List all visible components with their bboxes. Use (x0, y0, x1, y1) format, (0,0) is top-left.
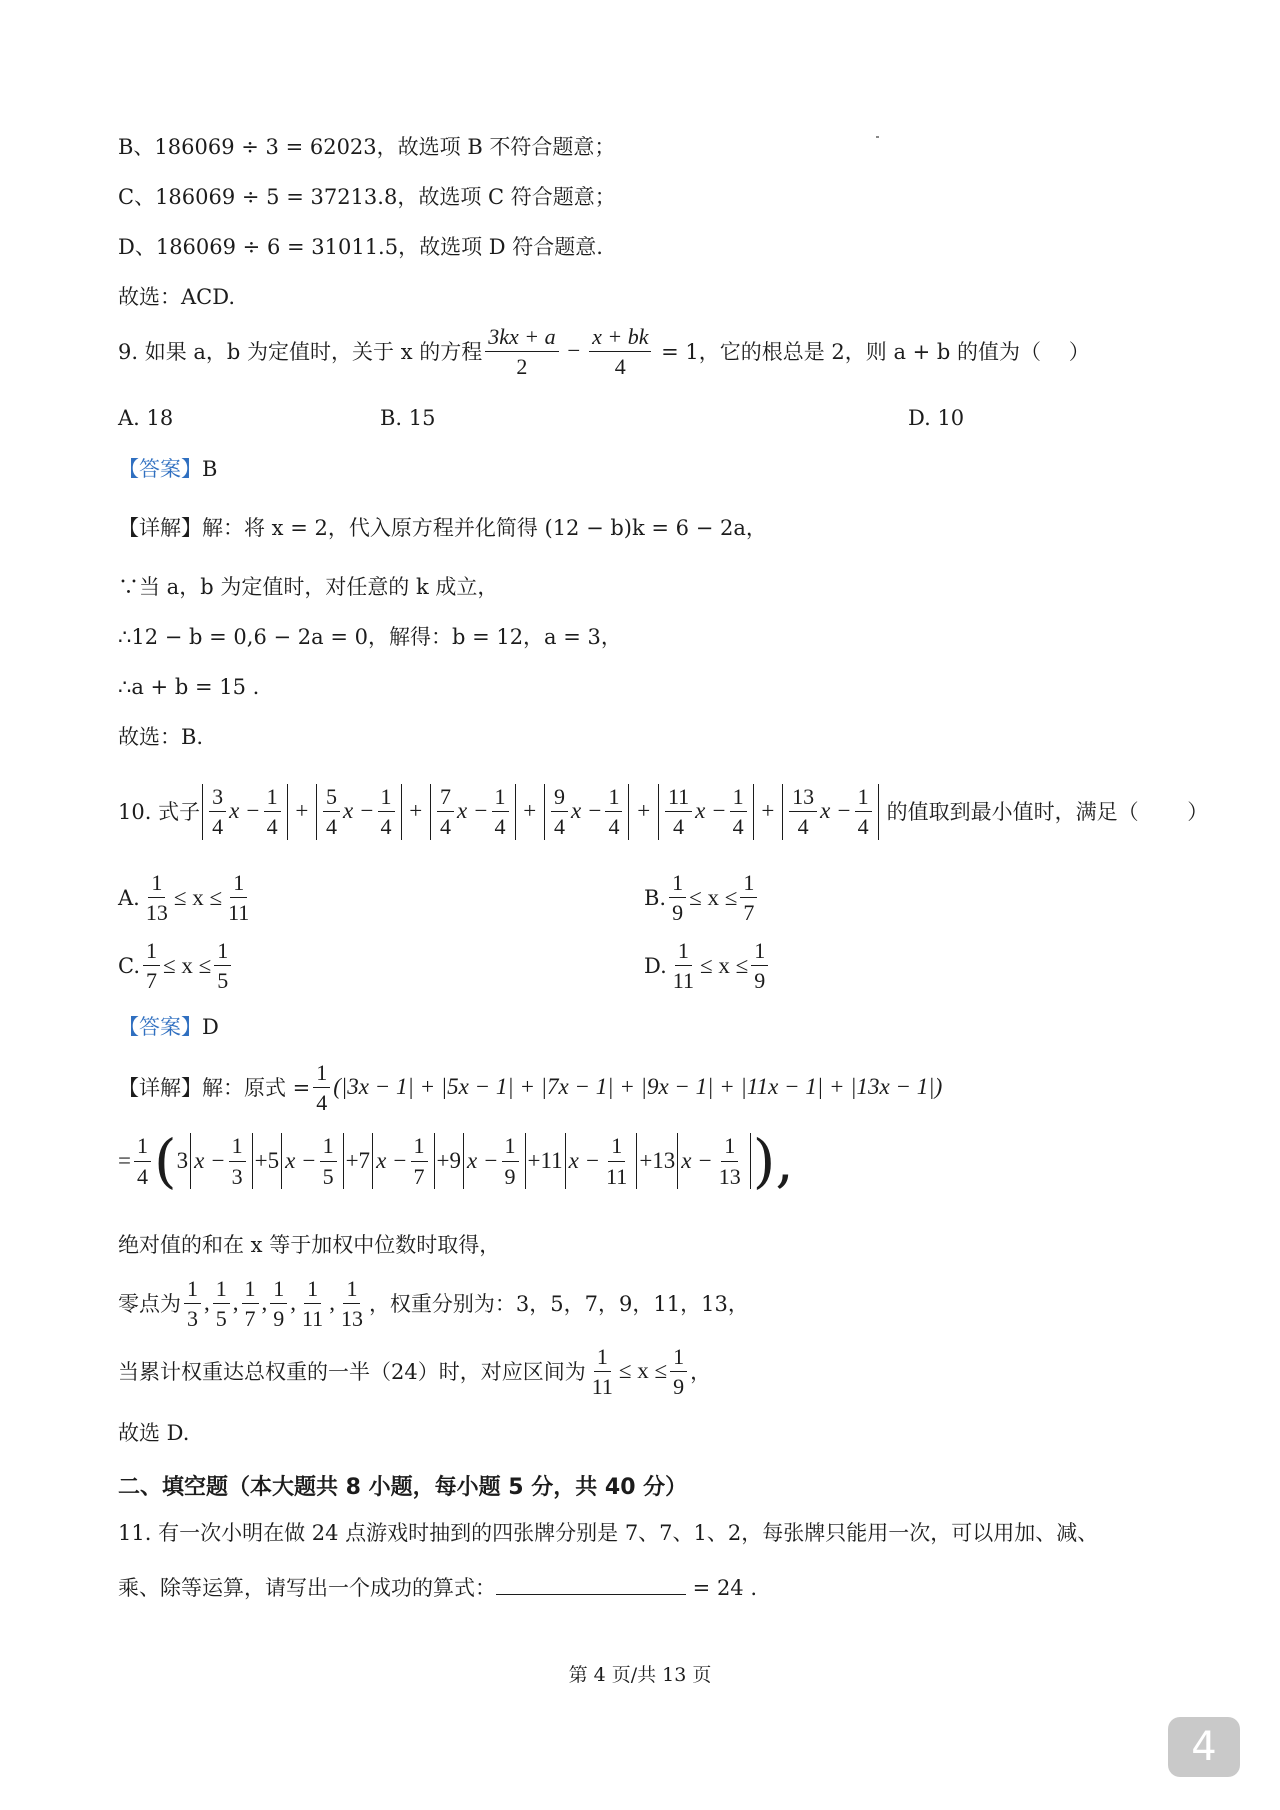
q9-detail-text-1: 解：将 x = 2，代入原方程并化简得 (12 − b)k = 6 − 2a， (202, 516, 767, 540)
comma: , (290, 1290, 296, 1316)
num: 1 (134, 1133, 151, 1161)
plus-sign: + (517, 798, 542, 824)
q10-zeros-list (181, 1276, 369, 1332)
abs-term (544, 784, 629, 840)
zero-fraction (502, 1133, 519, 1189)
comma: , (204, 1290, 210, 1316)
q10-quarter (313, 1060, 330, 1116)
weight-coef: 3 (176, 1147, 189, 1173)
denominator: 4 (857, 814, 869, 840)
numerator: 1 (343, 1276, 360, 1304)
num: 1 (143, 938, 160, 966)
comma: , (329, 1290, 335, 1316)
denominator: 4 (266, 814, 278, 840)
abs-term (463, 1133, 525, 1189)
denominator: 5 (215, 1306, 227, 1332)
q10-option-d-lower (670, 938, 697, 994)
const-fraction (730, 784, 747, 840)
term-mid: x − (229, 798, 261, 824)
q9-frac2-denominator: 4 (614, 354, 626, 380)
numerator: 1 (855, 784, 872, 812)
weight-coef: +11 (527, 1147, 563, 1173)
num: 1 (751, 938, 768, 966)
q10-abs-sum: (|3x − 1| + |5x − 1| + |7x − 1| + |9x − 1| + |11x − 1| + |13x − 1|) (333, 1074, 943, 1100)
q10-detail-line-2 (118, 1127, 794, 1195)
q9-detail-line-4: ∴a + b = 15 . (118, 675, 260, 699)
numerator: 1 (184, 1276, 201, 1304)
const-fraction (264, 784, 281, 840)
abs-term (782, 784, 878, 840)
zero-point (184, 1276, 201, 1332)
den: 9 (673, 1374, 685, 1400)
zero-point (213, 1276, 230, 1332)
numerator: 1 (270, 1276, 287, 1304)
abs-term (190, 1133, 252, 1189)
q10-detail-line-1 (118, 1060, 942, 1116)
numerator: 1 (492, 784, 509, 812)
den: 4 (316, 1090, 328, 1116)
q10-interval-line (118, 1344, 711, 1400)
term-mid: x − (467, 1147, 499, 1173)
scan-speck (876, 136, 879, 138)
den: 4 (136, 1163, 148, 1189)
q10-option-d-label: D. (644, 953, 667, 978)
q8-choice: 故选：ACD. (118, 285, 235, 309)
term-mid: x − (820, 798, 852, 824)
q9-fraction-2 (589, 324, 651, 380)
den: 9 (754, 968, 766, 994)
zero-fraction (716, 1133, 744, 1189)
num: 1 (148, 870, 165, 898)
detail-tag: 【详解】 (118, 1075, 202, 1100)
weight-coef: +13 (639, 1147, 676, 1173)
q10-option-b-upper (740, 870, 757, 926)
q10-ineq: ≤ x ≤ (163, 952, 212, 978)
numerator: 5 (323, 784, 340, 812)
q10-interval-ineq: ≤ x ≤ (618, 1358, 668, 1384)
denominator: 4 (608, 814, 620, 840)
q9-question-post: = 1，它的根总是 2，则 a + b 的值为（ ） (654, 339, 1090, 364)
zero-fraction (229, 1133, 246, 1189)
q10-expression (200, 784, 881, 840)
denominator: 5 (322, 1163, 334, 1189)
q8-option-d-explanation: D、186069 ÷ 6 = 31011.5，故选项 D 符合题意. (118, 235, 603, 259)
q9-question (118, 324, 1090, 380)
den: 11 (228, 900, 250, 926)
const-fraction (378, 784, 395, 840)
zero-fraction (411, 1133, 428, 1189)
numerator: 1 (378, 784, 395, 812)
term-mid: x − (568, 1147, 601, 1173)
denominator: 7 (413, 1163, 425, 1189)
denominator: 4 (553, 814, 565, 840)
zero-point (270, 1276, 287, 1332)
coef-fraction (437, 784, 454, 840)
page-footer: 第 4 页/共 13 页 (568, 1664, 712, 1686)
term-mid: x − (681, 1147, 713, 1173)
numerator: 11 (665, 784, 692, 812)
q10-option-a-upper (225, 870, 252, 926)
q10-option-d (644, 938, 771, 994)
num: 1 (230, 870, 247, 898)
q10-interval-post: ， (690, 1359, 712, 1384)
coef-fraction (323, 784, 340, 840)
q10-question-pre: 10. 式子 (118, 799, 201, 824)
q10-zeros-line (118, 1276, 749, 1332)
q10-ineq: ≤ x ≤ (699, 952, 749, 978)
q10-option-a-label: A. (118, 885, 140, 910)
numerator: 1 (608, 1133, 625, 1161)
q10-ineq: ≤ x ≤ (689, 884, 738, 910)
q10-answer-value: D (202, 1015, 219, 1039)
term-mid: x − (457, 798, 489, 824)
numerator: 1 (605, 784, 622, 812)
num: 1 (669, 870, 686, 898)
q10-option-b (644, 870, 760, 926)
denominator: 13 (340, 1306, 363, 1332)
q10-question-post: 的值取到最小值时，满足（ ） (886, 799, 1209, 824)
numerator: 1 (721, 1133, 738, 1161)
num: 1 (594, 1344, 611, 1372)
denominator: 4 (326, 814, 338, 840)
q9-detail-line-3: ∴12 − b = 0,6 − 2a = 0，解得：b = 12，a = 3， (118, 625, 622, 649)
numerator: 1 (304, 1276, 321, 1304)
denominator: 4 (380, 814, 392, 840)
abs-term (202, 784, 287, 840)
denominator: 4 (212, 814, 224, 840)
denominator: 13 (718, 1163, 741, 1189)
coef-fraction (209, 784, 226, 840)
abs-term (430, 784, 515, 840)
q10-option-a-lower (143, 870, 171, 926)
q10-option-c-lower (143, 938, 160, 994)
numerator: 9 (551, 784, 568, 812)
q10-equals: = (118, 1147, 131, 1173)
left-paren: ( (153, 1127, 177, 1195)
term-mid: x − (194, 1147, 226, 1173)
const-fraction (855, 784, 872, 840)
numerator: 7 (437, 784, 454, 812)
q8-option-c-explanation: C、186069 ÷ 5 = 37213.8，故选项 C 符合题意； (118, 185, 616, 209)
weight-coef: +9 (436, 1147, 462, 1173)
plus-sign: + (755, 798, 781, 824)
q9-detail-line-5: 故选：B. (118, 725, 204, 749)
numerator: 1 (242, 1276, 259, 1304)
numerator: 1 (730, 784, 747, 812)
numerator: 13 (789, 784, 817, 812)
q10-detail-text-1: 绝对值的和在 x 等于加权中位数时取得， (118, 1233, 501, 1257)
q9-detail-line-2: ∵当 a，b 为定值时，对任意的 k 成立， (118, 575, 499, 599)
denominator: 3 (187, 1306, 198, 1332)
denominator: 9 (504, 1163, 516, 1189)
detail-tag: 【详解】 (118, 516, 202, 540)
abs-term (316, 784, 401, 840)
den: 5 (217, 968, 229, 994)
numerator: 1 (502, 1133, 519, 1161)
den: 11 (591, 1374, 613, 1400)
q10-question (118, 784, 1208, 840)
coef-fraction (789, 784, 817, 840)
q10-zeros-pre: 零点为 (118, 1291, 181, 1316)
term-mid: x − (695, 798, 727, 824)
q9-question-pre: 9. 如果 a，b 为定值时，关于 x 的方程 (118, 339, 483, 364)
page-number-badge[interactable]: 4 (1168, 1717, 1240, 1777)
weight-coef: +5 (254, 1147, 280, 1173)
denominator: 11 (302, 1306, 324, 1332)
q10-option-c-upper (214, 938, 231, 994)
denominator: 3 (231, 1163, 243, 1189)
answer-tag: 【答案】 (118, 457, 202, 481)
den: 7 (743, 900, 755, 926)
zero-fraction (603, 1133, 630, 1189)
numerator: 1 (320, 1133, 337, 1161)
term-mid: x − (343, 798, 375, 824)
q10-quarter-2 (134, 1133, 151, 1189)
q11-line-1: 11. 有一次小明在做 24 点游戏时抽到的四张牌分别是 7、7、1、2，每张牌只能用一次，可以用加、减、 (118, 1521, 1099, 1545)
q10-option-b-lower (669, 870, 686, 926)
const-fraction (605, 784, 622, 840)
q9-frac1-numerator: 3kx + a (485, 324, 558, 352)
q10-interval-upper (670, 1344, 687, 1400)
q11-line-2-pre: 乘、除等运算，请写出一个成功的算式： (118, 1576, 496, 1600)
denominator: 4 (440, 814, 452, 840)
plus-sign: + (403, 798, 429, 824)
den: 13 (145, 900, 168, 926)
q10-option-c-label: C. (118, 953, 140, 978)
q10-interval-pre: 当累计权重达总权重的一半（24）时，对应区间为 (118, 1359, 586, 1384)
numerator: 1 (264, 784, 281, 812)
const-fraction (492, 784, 509, 840)
q11-answer-blank (496, 1572, 686, 1595)
plus-sign: + (289, 798, 315, 824)
q9-answer-value: B (202, 457, 218, 481)
q10-option-a (118, 870, 255, 926)
q9-detail-line-1 (118, 515, 767, 541)
term-mid: x − (285, 1147, 317, 1173)
q11-line-2 (118, 1572, 757, 1601)
zero-fraction (320, 1133, 337, 1189)
q9-option-a: A. 18 (118, 406, 174, 430)
comma: , (232, 1290, 239, 1316)
denominator: 4 (673, 814, 685, 840)
num: 1 (675, 938, 692, 966)
numerator: 1 (213, 1276, 230, 1304)
q9-minus: − (561, 338, 587, 364)
comma: , (261, 1290, 268, 1316)
q10-option-c (118, 938, 234, 994)
abs-term (565, 1133, 638, 1189)
denominator: 7 (244, 1306, 256, 1332)
q10-choice: 故选 D. (118, 1421, 190, 1445)
num: 1 (670, 1344, 687, 1372)
q9-frac2-numerator: x + bk (589, 324, 651, 352)
q10-interval-lower (589, 1344, 616, 1400)
abs-term (677, 1133, 750, 1189)
q10-weighted-terms (177, 1133, 753, 1189)
coef-fraction (665, 784, 692, 840)
numerator: 1 (229, 1133, 246, 1161)
coef-fraction (551, 784, 568, 840)
numerator: 1 (411, 1133, 428, 1161)
q10-ineq: ≤ x ≤ (173, 884, 223, 910)
zero-point (338, 1276, 366, 1332)
zero-point (299, 1276, 326, 1332)
section-2-heading: 二、填空题（本大题共 8 小题，每小题 5 分，共 40 分） (118, 1475, 688, 1500)
q8-option-b-explanation: B、186069 ÷ 3 = 62023，故选项 B 不符合题意； (118, 135, 616, 159)
abs-term (281, 1133, 343, 1189)
num: 1 (313, 1060, 330, 1088)
q9-answer (118, 456, 217, 482)
plus-sign: + (631, 798, 656, 824)
denominator: 4 (797, 814, 809, 840)
denominator: 4 (494, 814, 506, 840)
q11-line-2-post: = 24 . (686, 1576, 758, 1600)
den: 11 (672, 968, 694, 994)
denominator: 11 (606, 1163, 628, 1189)
q10-option-b-label: B. (644, 885, 667, 910)
q10-detail-pre: 解：原式 = (202, 1075, 311, 1100)
q9-frac1-denominator: 2 (516, 354, 528, 380)
q10-option-d-upper (751, 938, 768, 994)
abs-term (372, 1133, 434, 1189)
num: 1 (214, 938, 231, 966)
abs-term (658, 784, 754, 840)
q10-answer (118, 1014, 219, 1040)
denominator: 9 (273, 1306, 285, 1332)
right-paren: ), (752, 1127, 794, 1195)
denominator: 4 (732, 814, 744, 840)
den: 9 (672, 900, 684, 926)
den: 7 (146, 968, 157, 994)
term-mid: x − (376, 1147, 408, 1173)
zero-point (242, 1276, 259, 1332)
q9-option-d: D. 10 (908, 406, 965, 430)
q9-option-b: B. 15 (380, 406, 436, 430)
answer-tag: 【答案】 (118, 1015, 202, 1039)
term-mid: x − (570, 798, 603, 824)
numerator: 3 (209, 784, 226, 812)
num: 1 (740, 870, 757, 898)
q10-zeros-post: ，权重分别为：3，5，7，9，11，13， (368, 1291, 749, 1316)
q9-fraction-1 (485, 324, 558, 380)
weight-coef: +7 (345, 1147, 371, 1173)
